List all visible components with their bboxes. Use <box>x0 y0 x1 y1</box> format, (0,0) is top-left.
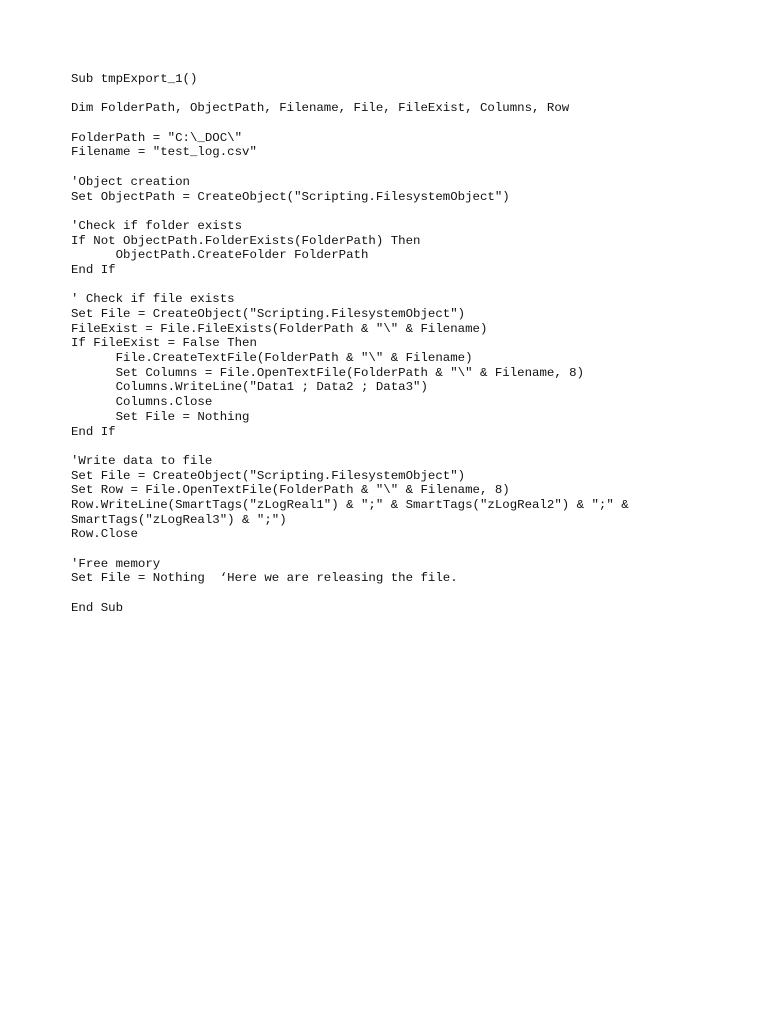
code-line <box>71 586 751 601</box>
code-line: 'Check if folder exists <box>71 218 243 233</box>
code-line: 'Object creation <box>71 174 190 189</box>
code-line: 'Free memory <box>71 556 161 571</box>
code-line <box>71 87 751 102</box>
code-line: ObjectPath.CreateFolder FolderPath <box>71 248 369 263</box>
code-line: Columns.Close <box>71 395 213 410</box>
code-line: Columns.WriteLine("Data1 ; Data2 ; Data3") <box>71 380 428 395</box>
code-line: Set File = CreateObject("Scripting.FilesystemObject") <box>71 468 466 483</box>
code-line: ' Check if file exists <box>71 292 235 307</box>
code-line: Set File = CreateObject("Scripting.FilesystemObject") <box>71 307 466 321</box>
code-line: FileExist = File.FileExists(FolderPath & "\" & Filename) <box>71 321 488 336</box>
code-line: If FileExist = False Then <box>71 336 257 351</box>
code-line: Set ObjectPath = CreateObject("Scripting.FilesystemObject") <box>71 189 510 204</box>
code-line <box>71 204 751 219</box>
code-line: End If <box>71 262 116 277</box>
code-line: Filename = "test_log.csv" <box>71 145 257 160</box>
code-line: Row.WriteLine(SmartTags("zLogReal1") & ";" & SmartTags("zLogReal2") & ";" & <box>71 497 629 512</box>
code-line: FolderPath = "C:\_DOC\" <box>71 130 243 145</box>
code-line <box>71 542 751 557</box>
code-line <box>71 116 751 131</box>
code-line: File.CreateTextFile(FolderPath & "\" & Filename) <box>71 351 473 366</box>
code-line: Row.Close <box>71 527 138 542</box>
code-line: End Sub <box>71 600 124 615</box>
code-line: Set Columns = File.OpenTextFile(FolderPath & "\" & Filename, 8) <box>71 365 585 380</box>
code-line: Set File = Nothing <box>71 409 250 424</box>
code-line: Set File = Nothing ‘Here we are releasing the file. <box>71 571 458 586</box>
code-line: Dim FolderPath, ObjectPath, Filename, File, FileExist, Columns, Row <box>71 101 570 116</box>
code-line <box>71 160 751 175</box>
code-line: SmartTags("zLogReal3") & ";") <box>71 512 287 527</box>
code-line: Sub tmpExport_1() <box>71 72 198 86</box>
code-line: Set Row = File.OpenTextFile(FolderPath & "\" & Filename, 8) <box>71 483 510 498</box>
code-line: If Not ObjectPath.FolderExists(FolderPath) Then <box>71 233 421 248</box>
code-line <box>71 278 751 293</box>
code-line: End If <box>71 424 116 439</box>
code-listing <box>71 72 751 615</box>
code-line <box>71 439 751 454</box>
code-line: 'Write data to file <box>71 453 213 468</box>
